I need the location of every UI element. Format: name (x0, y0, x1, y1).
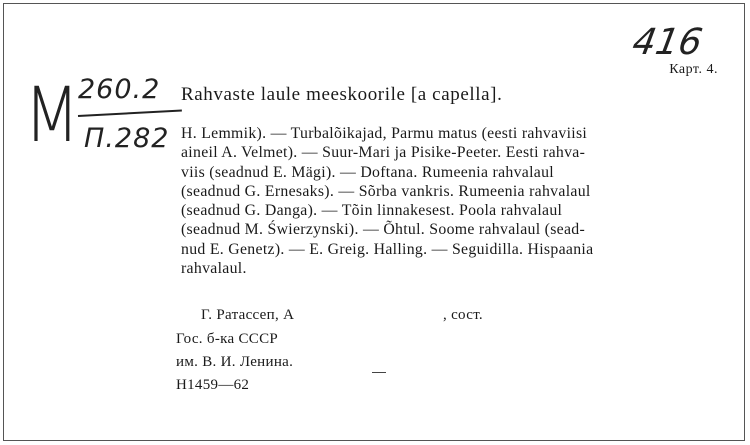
content-line: (seadnud M. Świerzynski). — Õhtul. Soome rahvalaul (sead- (181, 221, 586, 239)
compiler-role: , сост. (443, 307, 483, 323)
short-dash (372, 372, 386, 373)
handwritten-shelfmark-top: 260.2 (78, 74, 161, 105)
handwritten-shelfmark-bottom: П.282 (84, 123, 170, 154)
library-name: Гос. б-ка СССР (176, 331, 279, 347)
content-line: (seadnud G. Ernesaks). — Sõrba vankris. Rumeenia rahvalaul (181, 182, 591, 200)
content-line: (seadnud G. Danga). — Tõin linnakesest. Poola rahvalaul (181, 202, 563, 220)
card-code: Н1459—62 (176, 377, 250, 393)
handwritten-card-number: 416 (629, 22, 706, 63)
compiler-name: Г. Ратассеп, А (201, 307, 295, 323)
card-title: Rahvaste laule meeskoorile [a capella]. (181, 84, 503, 105)
content-line: viis (seadnud E. Mägi). — Doftana. Rumeenia rahvalaul (181, 163, 554, 181)
content-line: H. Lemmik). — Turbalõikajad, Parmu matus (eesti rahvaviisi (181, 125, 588, 142)
content-line: nud E. Genetz). — E. Greig. Halling. — Seguidilla. Hispaania (181, 240, 594, 258)
library-name-2: им. В. И. Ленина. (176, 354, 294, 370)
content-line: aineil A. Velmet). — Suur-Mari ja Pisike-Peeter. Eesti rahva- (181, 144, 586, 162)
card-contents (181, 124, 721, 278)
content-line: rahvalaul. (181, 260, 247, 278)
card-label: Карт. 4. (669, 62, 718, 77)
handwritten-letter: M (24, 70, 79, 159)
